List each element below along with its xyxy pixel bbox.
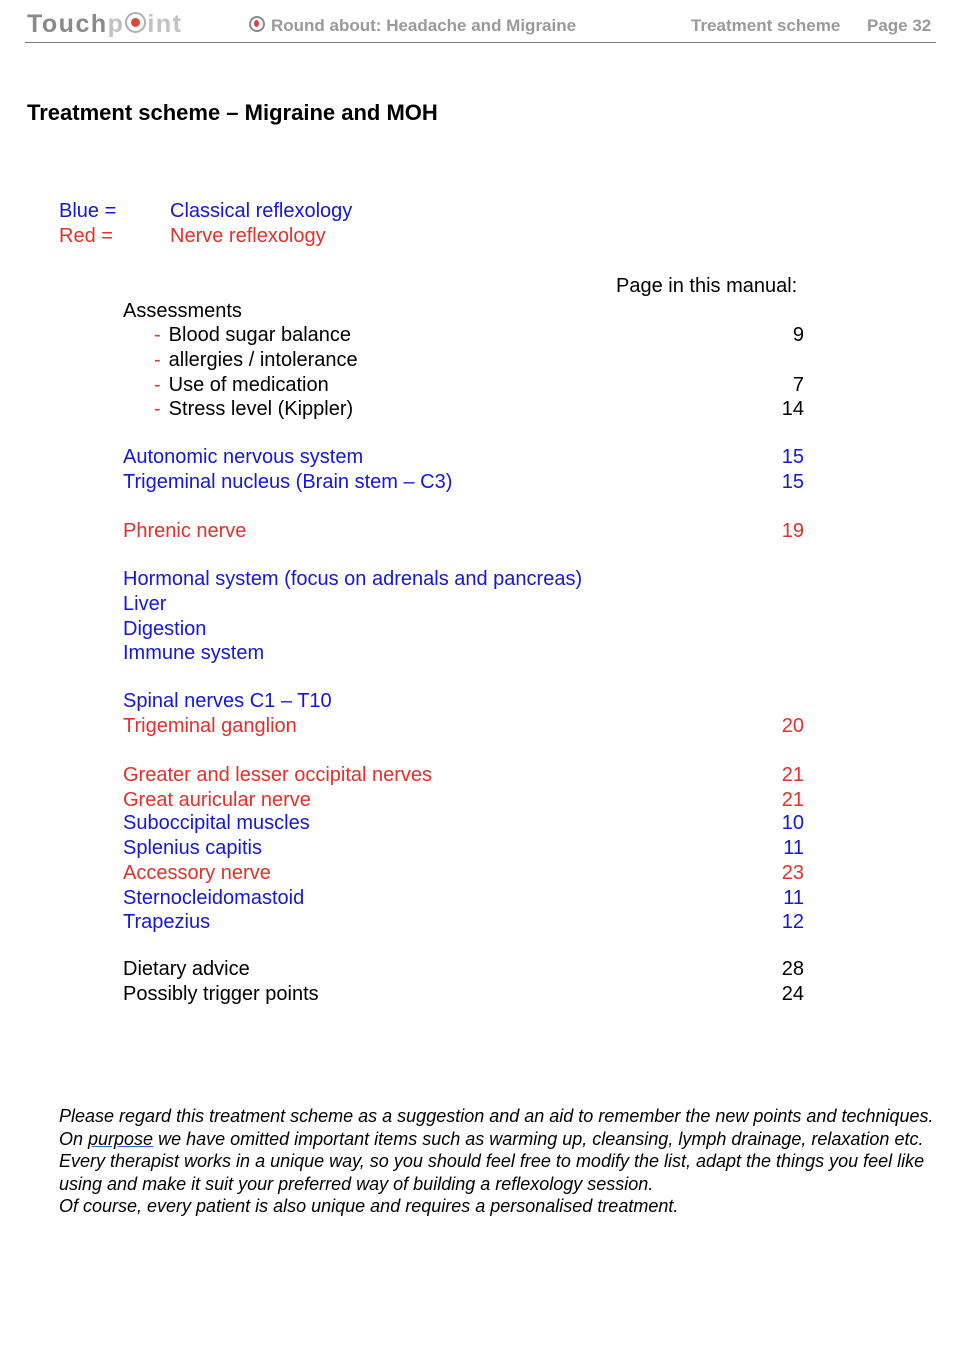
treatment-item xyxy=(123,958,804,983)
note-underlined-word: purpose xyxy=(88,1128,154,1149)
item-page-number: 12 xyxy=(781,911,804,933)
treatment-item xyxy=(123,812,804,837)
notes xyxy=(59,1105,934,1218)
note-therapist: Every therapist works in a unique way, so you should feel free to modify the list, adapt the things you feel like using and make it suit your preferred way of building a reflexology session. xyxy=(59,1151,925,1194)
item-page-number: 21 xyxy=(781,789,804,811)
legend-red xyxy=(59,225,326,248)
legend-red-key: Red = xyxy=(59,225,113,247)
dash-bullet-icon: - xyxy=(154,374,161,396)
dash-bullet-icon: - xyxy=(154,398,161,420)
item-label: - allergies / intolerance xyxy=(154,349,358,371)
treatment-item xyxy=(123,789,804,814)
item-label: Liver xyxy=(123,593,167,615)
item-label: - Use of medication xyxy=(154,374,329,396)
item-label: Assessments xyxy=(123,300,242,322)
treatment-item xyxy=(123,690,804,715)
treatment-item xyxy=(123,983,804,1008)
treatment-item xyxy=(123,300,804,325)
legend-blue xyxy=(59,200,352,223)
item-label: Suboccipital muscles xyxy=(123,812,310,834)
item-label: Phrenic nerve xyxy=(123,520,247,542)
item-label: Trigeminal nucleus (Brain stem – C3) xyxy=(123,471,453,493)
item-label: Trigeminal ganglion xyxy=(123,715,297,737)
item-label: Autonomic nervous system xyxy=(123,446,364,468)
brand-logo-dot-icon xyxy=(125,12,146,33)
assessment-item xyxy=(123,324,804,349)
item-page-number: 24 xyxy=(781,983,804,1005)
item-label: Spinal nerves C1 – T10 xyxy=(123,690,332,712)
item-page-number: 21 xyxy=(781,764,804,786)
item-page-number: 9 xyxy=(792,324,804,346)
item-page-number: 15 xyxy=(781,446,804,468)
item-label: Digestion xyxy=(123,618,207,640)
note-suggestion: Please regard this treatment scheme as a suggestion and an aid to remember the new points and techniques. xyxy=(59,1106,934,1126)
item-label: - Stress level (Kippler) xyxy=(154,398,354,420)
treatment-item xyxy=(123,618,804,643)
treatment-item xyxy=(123,911,804,936)
item-label: Great auricular nerve xyxy=(123,789,311,811)
legend-blue-value: Classical reflexology xyxy=(170,200,353,222)
item-page-number: 10 xyxy=(781,812,804,834)
treatment-item xyxy=(123,837,804,862)
treatment-item xyxy=(123,568,804,593)
legend-red-value: Nerve reflexology xyxy=(170,225,326,247)
note-patient: Of course, every patient is also unique and requires a personalised treatment. xyxy=(59,1196,679,1216)
brand-logo: Touchp int xyxy=(27,10,183,38)
item-page-number: 15 xyxy=(781,471,804,493)
dash-bullet-icon: - xyxy=(154,324,161,346)
header-section-name: Treatment scheme xyxy=(691,16,841,35)
treatment-item xyxy=(123,862,804,887)
header-page-number: Page 32 xyxy=(867,16,932,35)
treatment-item xyxy=(123,715,804,740)
treatment-item xyxy=(123,642,804,667)
item-label: Sternocleidomastoid xyxy=(123,887,305,909)
item-label: Hormonal system (focus on adrenals and pancreas) xyxy=(123,568,583,590)
treatment-item xyxy=(123,471,804,496)
item-page-number: 20 xyxy=(781,715,804,737)
legend-blue-key: Blue = xyxy=(59,200,117,222)
treatment-item xyxy=(123,593,804,618)
treatment-item xyxy=(123,446,804,471)
item-page-number: 19 xyxy=(781,520,804,542)
item-page-number: 7 xyxy=(792,374,804,396)
treatment-item xyxy=(123,520,804,545)
document-title: Round about: Headache and Migraine xyxy=(249,16,576,36)
item-page-number: 28 xyxy=(781,958,804,980)
assessment-item xyxy=(123,374,804,399)
item-label: Possibly trigger points xyxy=(123,983,319,1005)
assessment-item xyxy=(123,398,804,423)
item-page-number: 11 xyxy=(783,837,804,859)
item-label: Splenius capitis xyxy=(123,837,262,859)
item-label: - Blood sugar balance xyxy=(154,324,352,346)
item-page-number: 14 xyxy=(781,398,804,420)
page-title: Treatment scheme – Migraine and MOH xyxy=(27,100,438,125)
page-column-header: Page in this manual: xyxy=(616,275,798,297)
item-label: Accessory nerve xyxy=(123,862,271,884)
treatment-item xyxy=(123,764,804,789)
touchpoint-icon xyxy=(249,16,265,32)
item-label: Immune system xyxy=(123,642,265,664)
page-header xyxy=(25,8,936,43)
item-page-number: 11 xyxy=(783,887,804,909)
assessment-item xyxy=(123,349,804,374)
item-label: Greater and lesser occipital nerves xyxy=(123,764,433,786)
item-page-number: 23 xyxy=(781,862,804,884)
item-label: Dietary advice xyxy=(123,958,250,980)
treatment-item xyxy=(123,887,804,912)
dash-bullet-icon: - xyxy=(154,349,161,371)
note-omitted: On purpose we have omitted important items such as warming up, cleansing, lymph drainage, relaxation etc. xyxy=(59,1128,924,1149)
item-label: Trapezius xyxy=(123,911,211,933)
